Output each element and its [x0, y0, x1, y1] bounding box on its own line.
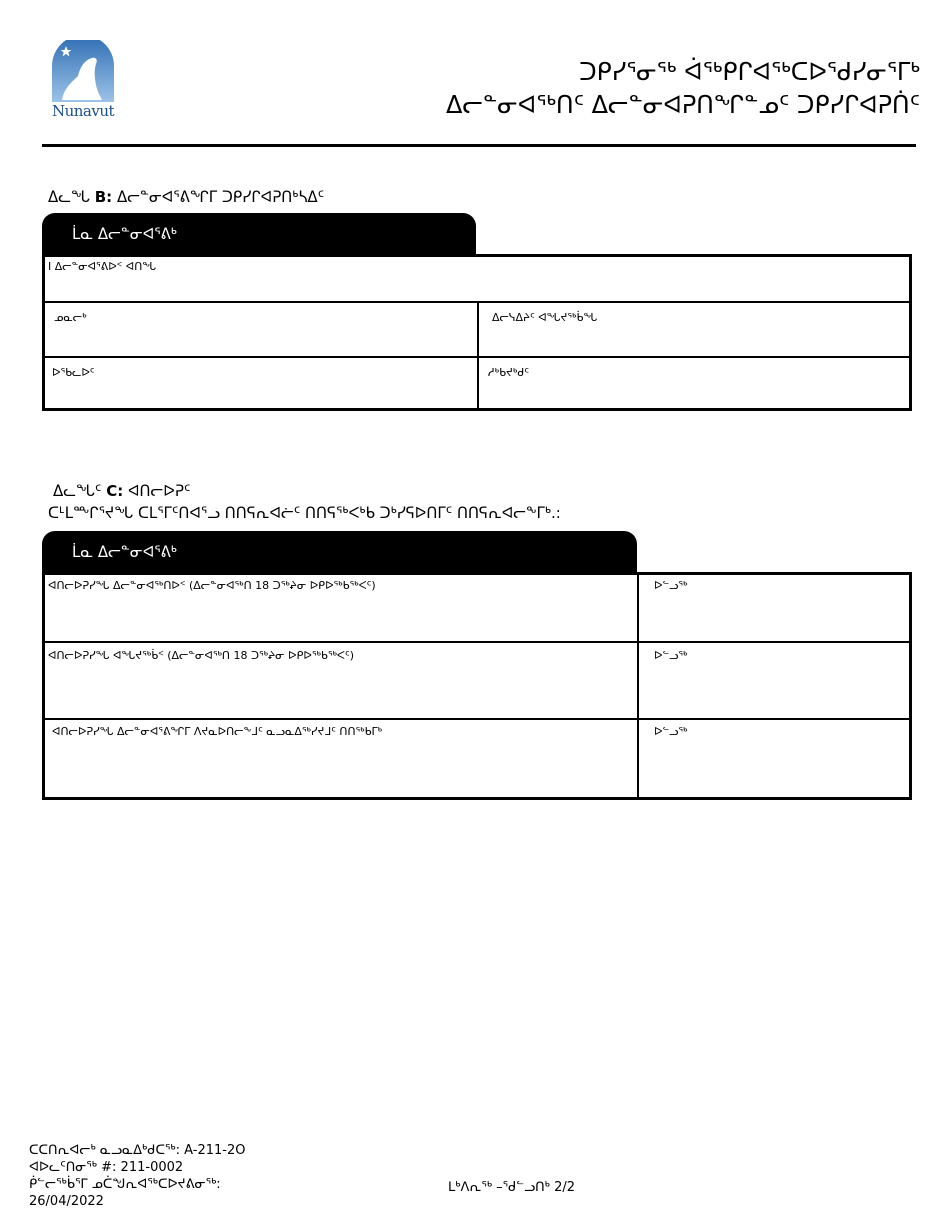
page-number: ᒪᒃᐱᕆᖅ –ᖁᓪᓗᑎᒃ 2/2	[448, 1180, 576, 1195]
school-official-signature-date-field[interactable]: ᐅᓪᓗᖅ	[654, 725, 688, 738]
signature-table-divider-1	[44, 641, 910, 643]
student-signature-field[interactable]: ᐊᑎᓕᐅᕈᓯᖓ ᐃᓕᓐᓂᐊᖅᑎᐅᑉ (ᐃᓕᓐᓂᐊᖅᑎ 18 ᑐᖅᖨᓂ ᐅᑭᐅᖅᑲᖅᐸᑦ)	[48, 579, 376, 592]
section-b-tab: ᒫᓇ ᐃᓕᓐᓂᐊᕐᕕᒃ	[42, 213, 476, 255]
nunavut-logo	[48, 40, 118, 124]
community-field[interactable]: ᓄᓇᓕᒃ	[54, 311, 87, 324]
guardian-signature-date-field[interactable]: ᐅᓪᓗᖅ	[654, 649, 688, 662]
guardian-signature-field[interactable]: ᐊᑎᓕᐅᕈᓯᖓ ᐊᖓᔪᖅᑳᑉ (ᐃᓕᓐᓂᐊᖅᑎ 18 ᑐᖅᖨᓂ ᐅᑭᐅᖅᑲᖅᐸᑦ)	[48, 649, 354, 662]
form-metadata	[29, 1142, 245, 1210]
form-number: ᑕᑕᑎᕆᐊᓕᒃ ᓇᓗᓇᐃᒃᑯᑕᖅ: A-211-2O	[29, 1143, 246, 1158]
revised-label: ᑮᓪᓕᖅᑳᕐᒥ ᓄᑖᖑᕆᐊᖅᑕᐅᔪᕕᓂᖅ:	[29, 1177, 221, 1192]
department-line-2: ᐃᓕᓐᓂᐊᖅᑎᑦ ᐃᓕᓐᓂᐊᕈᑎᖏᓐᓄᑦ ᑐᑭᓯᒋᐊᕈᑏᑦ	[446, 91, 920, 119]
department-line-1: ᑐᑭᓯᕐᓂᖅ ᐋᖅᑭᒋᐊᖅᑕᐅᕐᑯᓯᓂᕐᒥᒃ	[579, 58, 920, 86]
revised-date: 26/04/2022	[29, 1194, 104, 1209]
section-c-tab: ᒫᓇ ᐃᓕᓐᓂᐊᕐᕕᒃ	[42, 531, 637, 573]
signature-table-divider-2	[44, 718, 910, 720]
polar-bear-emblem-icon	[48, 40, 118, 104]
school-table-column-divider	[477, 302, 479, 408]
student-signature-date-field[interactable]: ᐅᓪᓗᖅ	[654, 579, 688, 592]
section-c-title: ᐃᓚᖓᑦ C: ᐊᑎᓕᐅᕈᑦ	[53, 482, 191, 500]
section-c-description: ᑕᒻᒪᖖᒋᕐᔪᖓ ᑕᒪᕐᒥᑦᑎᐊᕐᓗ ᑎᑎᕋᕆᐊᓖᑦ ᑎᑎᕋᖅᐸᒃᑲ ᑐᒃᓯᕋᐅᑎᒥᑦ ᑎᑎᕋᕆᐊᓕᖕᒥᒃ.:	[48, 504, 561, 522]
signature-table-column-divider	[637, 574, 639, 798]
signature-table	[42, 572, 912, 800]
school-name-field[interactable]: I ᐃᓕᓐᓂᐊᕐᕕᐅᑉ ᐊᑎᖓ	[48, 260, 157, 273]
department-heading	[446, 56, 920, 122]
school-official-signature-field[interactable]: ᐊᑎᓕᐅᕈᓯᖓ ᐃᓕᓐᓂᐊᕐᕕᖏᒥ ᐱᔪᓇᐅᑎᓕᖕᒧᑦ ᓇᓗᓇᐃᖅᓯᔪᒧᑦ ᑎᑎᖅᑲᒥᒃ	[52, 725, 383, 738]
header-divider	[42, 144, 916, 147]
phone-field[interactable]: ᐅᕐᑲᓚᐅᑦ	[52, 366, 95, 379]
record-number: ᐊᐅᓚᑦᑎᓂᖅ #: 211-0002	[29, 1160, 184, 1175]
fax-field[interactable]: ᓱᒃᑲᔪᒃᑯᑦ	[488, 366, 530, 379]
logo-wordmark: Nunavut	[51, 102, 115, 120]
principal-field[interactable]: ᐃᓕᓭᐃᔨᑦ ᐊᖓᔪᖅᑳᖓ	[492, 311, 598, 324]
section-b-title: ᐃᓚᖓ B: ᐃᓕᓐᓂᐊᕐᕕᖏᒥ ᑐᑭᓯᒋᐊᕈᑎᒃᓴᐃᑦ	[48, 188, 325, 206]
